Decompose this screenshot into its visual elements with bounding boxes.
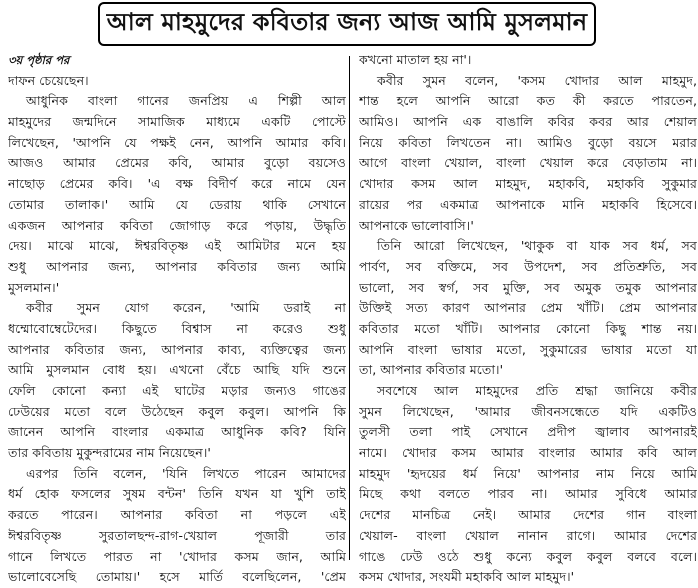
text-line: নিয়ে কবিতা লিখতেন না। আমিও বুড়ো বয়সে মরার (359, 134, 697, 150)
left-column (8, 50, 346, 588)
text-line: তার কবিতায় মুকুন্দরামের নাম নিয়েছেন।' (8, 445, 211, 461)
text-line: কখনো মাতাল হয় না'। (359, 52, 472, 67)
text-line: দেয়। মাঝে মাঝে, ঈশ্বরবিতৃষ্ণ এই আমিটার মনে হয় (8, 238, 346, 254)
text-line: তিনি আরো লিখেছেন, 'থাকুক বা যাক সব ধর্ম, সব (377, 238, 697, 254)
text-line: গানে লিখতে পারত না 'খোদার কসম জান, আমি (8, 548, 346, 564)
right-column (359, 50, 697, 588)
text-line: ঈশ্বরবিতৃষ্ণ সুরতালছন্দ-রাগ-খেয়াল পূজারী তার (8, 527, 346, 543)
text-line: উক্তিই সত্য কারণ আপনার প্রেম খাঁটি। প্রেম আপনার (359, 300, 697, 316)
text-line: আজও আমার প্রেমের কবি, আমার বুড়ো বয়সেও (8, 155, 346, 171)
text-line: শুধু আপনার জন্য, আপনার কবিতার জন্য আমি (8, 258, 346, 274)
text-line: কবীর সুমন যোগ করেন, 'আমি ডরাই না (26, 300, 346, 316)
text-line: মাহমুদ 'হৃদয়ের ধর্ম নিয়ে' আপনার নাম নিয়ে আমি (359, 465, 697, 481)
text-line: ঢেউয়ের মতো বলে উঠেছেন কবুল কবুল। আপনি কি (8, 403, 346, 419)
text-line: আমি মুসলমান বোধ হয়। এখনো বেঁচে আছি যদি শুনে (8, 362, 346, 378)
text-line: নামে। খোদার কসম আমার বাংলার আমার কবি আল (359, 445, 697, 461)
text-line: জানেন আপনি বাংলার একমাত্র আধুনিক কবি? যিনি (8, 424, 346, 440)
text-line: ভালো, সব স্বর্গ, সব মুক্তি, সব অমুক তমুক আপনার (359, 279, 697, 295)
text-line: করতে পারেন। আপনার কবিতা না পড়লে এই (8, 507, 346, 523)
text-line: তুলসী তলা পাই সেখানে প্রদীপ জ্বালাব আপনারই (359, 424, 697, 440)
text-line: খোদার কসম আল মাহমুদ, মহাকবি, মহাকবি সুকুমার (359, 176, 697, 192)
text-line: সুমন লিখেছেন, 'আমার জীবনসন্ধেতে যদি একটিও (359, 403, 697, 419)
headline: আল মাহমুদের কবিতার জন্য আজ আমি মুসলমান (98, 2, 596, 46)
text-line: পার্বণ, সব বক্তিমে, সব উপদেশ, সব প্রতিশ্রুতি, সব (359, 258, 697, 274)
text-line: খেয়াল- বাংলা খেয়াল নানান রাগে। আমার দেশের (359, 527, 697, 543)
text-line: নাছোড় প্রেমের কবি। 'এ বক্ষ বিদীর্ণ করে নামে যেন (8, 176, 346, 192)
text-line: আপনি বাংলা ভাষার মতো, সুকুমারের ভাষার মতো যা (359, 341, 697, 357)
text-line: কসম খোদার, সংযমী মহাকবি আল মাহমুদ।' (359, 569, 575, 585)
text-line: ভালোবেসেছি তোমায়।' হসে মার্তি বলেছিলেন, 'প্রেম (8, 569, 346, 585)
text-line: ধম্মোবোম্বেটেদের। কিছুতে বিশ্বাস না করেও শুধু (8, 320, 346, 336)
text-line: তা, আপনার কবিতার মতো।' (359, 362, 504, 378)
text-line: আপনাকে ভালোবাসি।' (359, 217, 474, 233)
text-line: ফেলি কোনো কন্যা এই ঘাটের মড়ার জন্যও গাঙের (8, 383, 346, 398)
right-column-text (359, 50, 697, 588)
left-column-text (8, 71, 346, 588)
text-line: এরপর তিনি বলেন, 'যিনি লিখতে পারেন আমাদের (26, 465, 346, 481)
text-line: ধর্ম হোক ফসলের সুষম বন্টন' তিনি যখন যা খুশি তাই (8, 486, 346, 502)
text-line: আপনার কবিতার জন্য, আপনার কাব্য, ব্যক্তিত্বের জন্য (8, 341, 346, 357)
text-line: সবশেষে আল মাহমুদের প্রতি শ্রদ্ধা জানিয়ে কবীর (377, 383, 697, 398)
text-line: মুসলমান।' (8, 279, 60, 295)
continuation-label: ৩য় পৃষ্ঠার পর (8, 53, 70, 67)
text-line: কবীর সুমন বলেন, 'কসম খোদার আল মাহমুদ, (377, 72, 697, 88)
text-line: তোমার তালাক।' আমি যে ডেরায় থাকি সেখানে (8, 196, 346, 212)
text-line: আধুনিক বাংলা গানের জনপ্রিয় এ শিল্পী আল (26, 93, 346, 109)
text-line: দেশের মানচিত্র নেই। আমার দেশের গান বাংলা (359, 507, 697, 523)
text-line: লিখেছেন, 'আপনি যে পক্ষই নেন, আপনি আমার কবি। (8, 134, 346, 150)
text-line: আগে বাংলা খেয়াল, বাংলা খেয়াল করে বেড়াতাম না। (359, 155, 697, 171)
text-line: মাহমুদের জন্মদিনে সামাজিক মাধ্যমে একটি পোস্টে (8, 114, 346, 130)
text-line: কবিতার মতো খাঁটি। আপনার কোনো কিছু শান্ত নয়। (359, 320, 697, 336)
text-line: আমিও। আপনি এক বাঙালি কবির কবর আর শেয়াল (359, 114, 697, 130)
text-line: দাফন চেয়েছেন। (8, 72, 89, 88)
column-divider (349, 56, 350, 560)
text-line: গাঙে ঢেউ ওঠে শুধু কন্যে কবুল কবুল বলবে বলে। (359, 548, 697, 564)
text-line: রায়ের পর একমাত্র আপনাকে মানি মহাকবি হিসেবে। (359, 196, 697, 212)
text-line: মিছে কথা বলতে পারব না। আমার সুবিধে আমার (359, 486, 697, 502)
text-line: একজন আপনার কবিতা জোগাড় করে পড়ায়, উদ্ধৃতি (8, 217, 346, 233)
text-line: শান্ত হলে আপনি আরো কত কী করতে পারতেন, (359, 93, 697, 109)
